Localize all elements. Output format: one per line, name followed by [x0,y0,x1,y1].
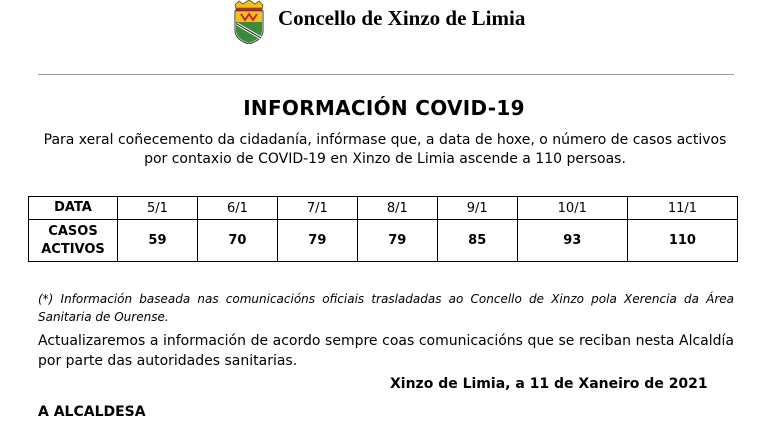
date-cell: 7/1 [277,197,357,220]
cases-value-cell: 110 [627,220,737,262]
cases-value-cell: 70 [197,220,277,262]
cases-value-cell: 79 [357,220,437,262]
date-cell: 9/1 [437,197,517,220]
update-paragraph: Actualizaremos a información de acordo sempre coas comunicacións que se reciban nesta Alcaldía por parte das autoridades sanitarias. [38,333,734,369]
date-header-cell: DATA [29,197,118,220]
cases-value-cell: 59 [118,220,198,262]
letterhead [228,0,558,44]
cases-row [29,220,738,262]
header-divider [38,74,734,75]
page-title: INFORMACIÓN COVID-19 [243,96,525,120]
date-cell: 5/1 [118,197,198,220]
cases-value-cell: 93 [517,220,627,262]
cases-header-line1: CASOS [48,223,98,239]
coat-of-arms-icon [231,0,267,44]
signatory: A ALCALDESA [38,404,146,420]
cases-header-cell [29,220,118,262]
cases-value-cell: 79 [277,220,357,262]
date-cell: 11/1 [627,197,737,220]
date-cell: 10/1 [517,197,627,220]
date-cell: 8/1 [357,197,437,220]
intro-paragraph: Para xeral coñecemento da cidadanía, infórmase que, a data de hoxe, o número de casos activos por contaxio de COVID-19 en Xinzo de Limia ascende a 110 persoas. [43,132,727,167]
source-footnote: (*) Información baseada nas comunicacións oficiais trasladadas ao Concello de Xinzo pola Xerencia da Área Sanitaria de Ourense. [38,292,734,324]
cases-value-cell: 85 [437,220,517,262]
active-cases-table [28,196,738,262]
date-cell: 6/1 [197,197,277,220]
place-and-date: Xinzo de Limia, a 11 de Xaneiro de 2021 [390,376,708,392]
municipality-name: Concello de Xinzo de Limia [278,6,526,30]
cases-header-line2: ACTIVOS [41,241,105,257]
dates-row [29,197,738,220]
